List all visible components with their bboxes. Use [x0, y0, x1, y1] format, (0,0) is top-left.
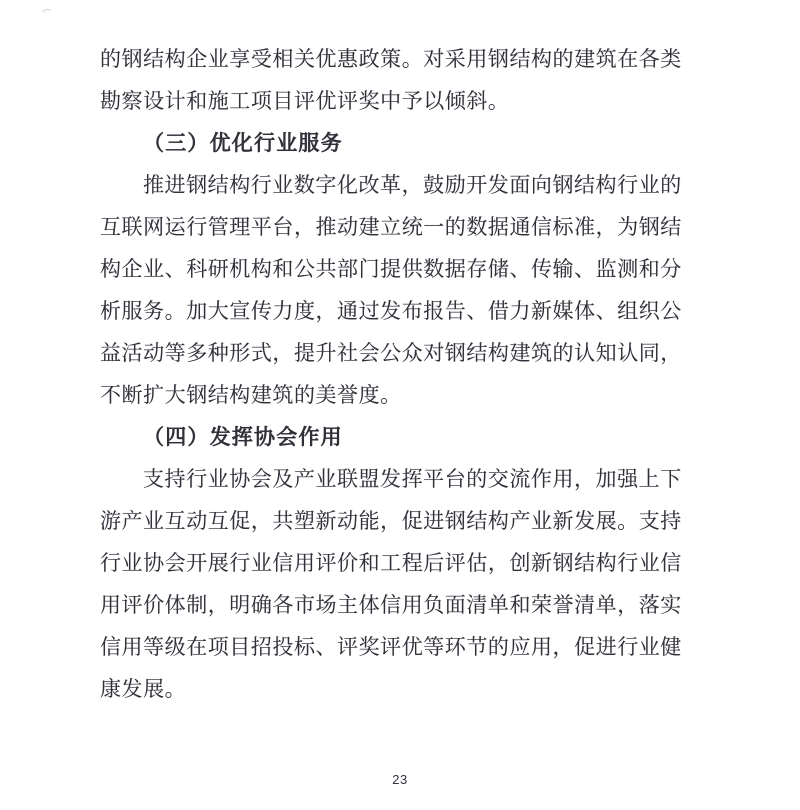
scan-artifact-mark	[40, 8, 54, 21]
text-line: 不断扩大钢结构建筑的美誉度。	[100, 383, 402, 407]
text-line: 的钢结构企业享受相关优惠政策。对采用钢结构的建筑在各类	[100, 47, 682, 71]
text-line: 用评价体制，明确各市场主体信用负面清单和荣誉清单，落实	[100, 593, 682, 617]
text-line: 析服务。加大宣传力度，通过发布报告、借力新媒体、组织公	[100, 299, 682, 323]
text-line: 推进钢结构行业数字化改革，鼓励开发面向钢结构行业的	[143, 173, 682, 197]
text-line: 康发展。	[100, 677, 187, 701]
text-line: 勘察设计和施工项目评优评奖中予以倾斜。	[100, 89, 510, 113]
text-line: 互联网运行管理平台，推动建立统一的数据通信标准，为钢结	[100, 215, 682, 239]
section-heading-3: （三）优化行业服务	[143, 131, 343, 155]
text-line: 信用等级在项目招投标、评奖评优等环节的应用，促进行业健	[100, 635, 682, 659]
page-number: 23	[392, 772, 408, 787]
text-line: 益活动等多种形式，提升社会公众对钢结构建筑的认知认同，	[100, 341, 682, 365]
text-line: 游产业互动互促，共塑新动能，促进钢结构产业新发展。支持	[100, 509, 682, 533]
text-line: 行业协会开展行业信用评价和工程后评估，创新钢结构行业信	[100, 551, 682, 575]
text-line: 支持行业协会及产业联盟发挥平台的交流作用，加强上下	[143, 467, 682, 491]
document-text-block	[100, 38, 704, 710]
section-heading-4: （四）发挥协会作用	[143, 425, 343, 449]
text-line: 构企业、科研机构和公共部门提供数据存储、传输、监测和分	[100, 257, 682, 281]
